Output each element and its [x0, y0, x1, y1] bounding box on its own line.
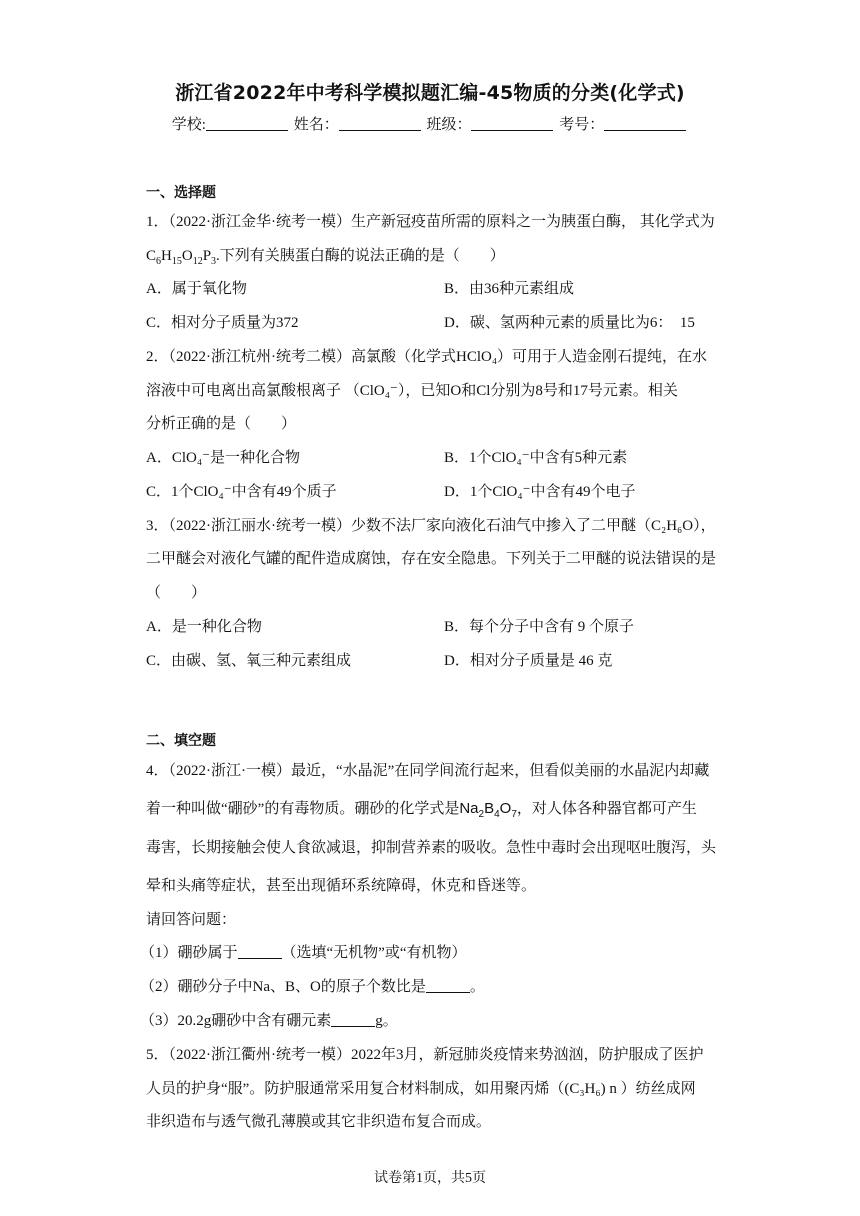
class-label: 班级：: [426, 117, 472, 133]
q2-option-c[interactable]: C．1个ClO₄⁻中含有49个质子: [146, 484, 337, 500]
q3-stem-line1: 3．（2022·浙江丽水·统考一模）少数不法厂家向液化石油气中掺入了二甲醚（C₂H₆O），: [146, 518, 716, 534]
examno-label: 考号：: [559, 117, 605, 133]
q4-sub1-blank[interactable]: [238, 945, 282, 959]
q3-stem-line2: 二甲醚会对液化气罐的配件造成腐蚀，存在安全隐患。下列关于二甲醚的说法错误的是: [146, 551, 717, 567]
q5-stem-line1: 5．（2022·浙江衢州·统考一模）2022年3月，新冠肺炎疫情来势汹汹，防护服成了医护: [146, 1047, 704, 1063]
q4-stem-line2: [146, 797, 697, 818]
q1-option-d[interactable]: D．碳、氢两种元素的质量比为6： 15: [444, 315, 695, 331]
q3-option-c[interactable]: C．由碳、氢、氧三种元素组成: [146, 653, 352, 669]
q4-stem-line4: 晕和头痛等症状，甚至出现循环系统障碍，休克和昏迷等。: [146, 878, 537, 894]
q4-prompt: 请回答问题：: [146, 912, 237, 928]
q5-stem-line3: 非织造布与透气微孔薄膜或其它非织造布复合而成。: [146, 1114, 492, 1130]
q1-option-a[interactable]: A．属于氧化物: [146, 281, 247, 297]
name-blank[interactable]: [339, 116, 421, 131]
q4-sub3-blank[interactable]: [331, 1013, 375, 1027]
q2-option-d[interactable]: D．1个ClO₄⁻中含有49个电子: [444, 484, 636, 500]
q2-stem-line3: 分析正确的是（ ）: [146, 416, 297, 432]
q4-stem-line1: 4．（2022·浙江·一模）最近，“水晶泥”在同学间流行起来，但看似美丽的水晶泥内却藏: [146, 763, 710, 779]
q3-stem-line3: （ ）: [146, 585, 207, 601]
q4-sub1-prefix: （1）硼砂属于: [140, 945, 238, 961]
q4-sub2: [140, 975, 485, 996]
q1-option-c[interactable]: C．相对分子质量为372: [146, 315, 299, 331]
q4-line2-suffix: ，对人体各种器官都可产生: [516, 801, 697, 817]
section-heading-choice: 一、选择题: [146, 185, 216, 201]
q4-stem-line3: 毒害，长期接触会使人食欲减退，抑制营养素的吸收。急性中毒时会出现呕吐腹泻，头: [146, 840, 717, 856]
q2-stem-line1: 2．（2022·浙江杭州·统考二模）高氯酸（化学式HClO₄）可用于人造金刚石提纯，在水: [146, 349, 708, 365]
q4-sub3-prefix: （3）20.2g硼砂中含有硼元素: [140, 1013, 332, 1029]
q4-sub1: [140, 941, 467, 962]
q3-option-b[interactable]: B．每个分子中含有 9 个原子: [444, 619, 635, 635]
page-footer: 试卷第1页，共5页: [374, 1171, 486, 1186]
q1-stem-line1: 1．（2022·浙江金华·统考一模）生产新冠疫苗所需的原料之一为胰蛋白酶， 其化学式为: [146, 214, 715, 230]
q3-option-a[interactable]: A．是一种化合物: [146, 619, 262, 635]
borax-formula: $Na_2B_4O_7$: [459, 800, 517, 820]
q2-option-b[interactable]: B．1个ClO₄⁻中含有5种元素: [444, 450, 628, 466]
page-title: 浙江省2022年中考科学模拟题汇编-45物质的分类(化学式): [175, 82, 685, 104]
q4-sub2-prefix: （2）硼砂分子中Na、B、O的原子个数比是: [140, 979, 426, 995]
examno-blank[interactable]: [604, 116, 686, 131]
section-heading-fill: 二、填空题: [146, 733, 216, 749]
q4-sub3-suffix: g。: [375, 1013, 398, 1029]
school-blank[interactable]: [206, 116, 288, 131]
student-info-line: [0, 113, 860, 134]
q1-stem-line2-text: .下列有关胰蛋白酶的说法正确的是（ ）: [216, 248, 505, 264]
school-label: 学校:: [171, 117, 206, 133]
q4-line2-prefix: 着一种叫做“硼砂”的有毒物质。硼砂的化学式是: [146, 801, 460, 817]
q1-option-b[interactable]: B．由36种元素组成: [444, 281, 575, 297]
q2-stem-line2: 溶液中可电离出高氯酸根离子 （ClO₄⁻），已知O和Cl分别为8号和17号元素。相关: [146, 383, 678, 399]
q3-option-d[interactable]: D．相对分子质量是 46 克: [444, 653, 613, 669]
q1-stem-line2: $C_6H_{15}O_{12}P_3$.下列有关胰蛋白酶的说法正确的是（ ）: [146, 248, 505, 267]
q2-option-a[interactable]: A．ClO₄⁻是一种化合物: [146, 450, 300, 466]
class-blank[interactable]: [471, 116, 553, 131]
q4-sub1-suffix: （选填“无机物”或“有机物）: [281, 945, 467, 961]
q4-sub2-suffix: 。: [469, 979, 485, 995]
q4-sub3: [140, 1009, 398, 1030]
q4-sub2-blank[interactable]: [426, 979, 470, 993]
q5-stem-line2: 人员的护身“服”。防护服通常采用复合材料制成，如用聚丙烯（(C₃H₆) n ）纺丝成网: [146, 1081, 696, 1097]
name-label: 姓名：: [293, 117, 339, 133]
